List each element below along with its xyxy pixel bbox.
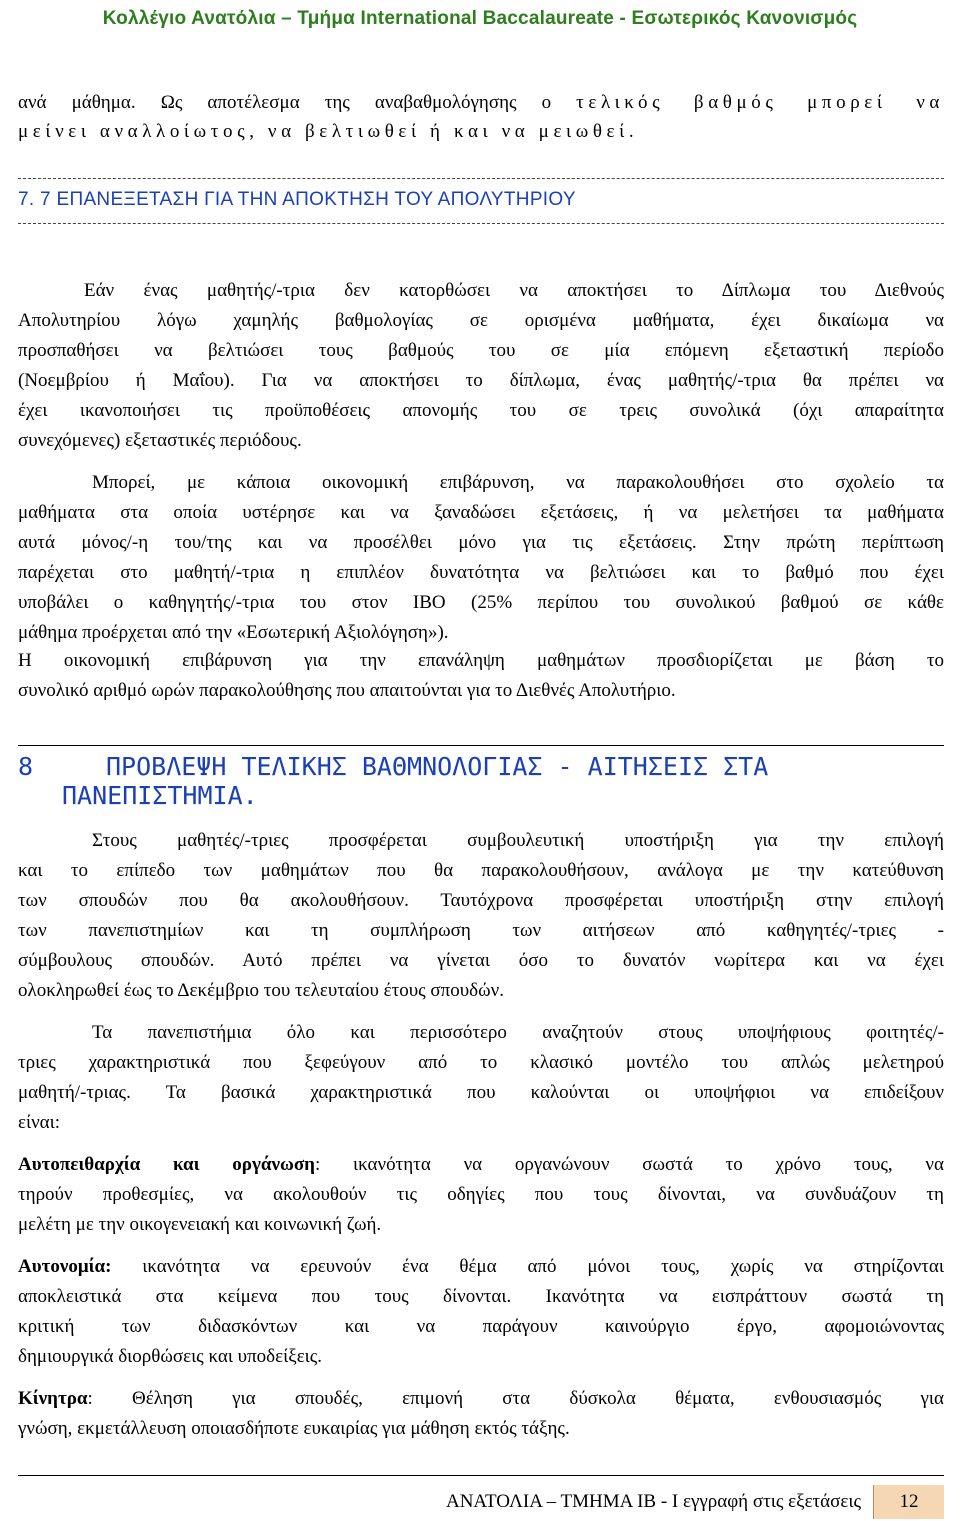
section-7-7-heading-box [18,178,944,224]
section-7-7-title: 7. 7 ΕΠΑΝΕΞΕΤΑΣΗ ΓΙΑ ΤΗΝ ΑΠΟΚΤΗΣΗ ΤΟΥ ΑΠΟΛΥΤΗΡΙΟΥ [18,189,576,210]
paragraph-line: των σπουδών που θα ακολουθήσουν. Ταυτόχρονα προσφέρεται υποστήριξη στην επιλογή [18,890,944,911]
paragraph-line: γνώση, εκμετάλλευση οποιασδήποτε ευκαιρίας για μάθηση εκτός τάξης. [18,1418,570,1439]
paragraph-line: συνεχόμενες) εξεταστικές περιόδους. [18,430,302,451]
paragraph-line: Η οικονομική επιβάρυνση για την επανάληψη μαθημάτων προσδιορίζεται με βάση το [18,650,944,671]
trait-text: : Θέληση για σπουδές, επιμονή στα δύσκολα θέματα, ενθουσιασμός για [87,1388,944,1409]
section-8-number: 8 [18,752,34,781]
trait-text: : ικανότητα να οργανώνουν σωστά το χρόνο τους, να [314,1154,944,1175]
trait-term: Αυτοπειθαρχία και οργάνωση [18,1154,315,1175]
paragraph-line [18,1385,944,1412]
paragraph-line: Στους μαθητές/-τριες προσφέρεται συμβουλευτική υποστήριξη για την επιλογή [92,830,944,851]
paragraph-line: μελέτη με την οικογενειακή και κοινωνική ζωή. [18,1214,382,1235]
page-header: Κολλέγιο Ανατόλια – Τμήμα International Baccalaureate - Εσωτερικός Κανονισμός [102,8,858,29]
paragraph-line: τριες χαρακτηριστικά που ξεφεύγουν από το κλασικό μοντέλο του απλώς μελετηρού [18,1052,944,1073]
intro-spaced-text: τελικός βαθμός μπορεί να [576,92,944,113]
intro-line-2: μείνει αναλλοίωτος, να βελτιωθεί ή και να μειωθεί. [18,121,639,142]
page-number: 12 [873,1485,944,1519]
section-8-title-line-1 [18,752,944,781]
trait-term: Κίνητρα [18,1388,88,1409]
paragraph-line: μαθητή/-τριας. Τα βασικά χαρακτηριστικά που καλούνται οι υποψήφιοι να επιδείξουν [18,1082,944,1103]
footer-text: ΑΝΑΤΟΛΙΑ – ΤΜΗΜΑ ΙΒ - Ι εγγραφή στις εξετάσεις [445,1491,861,1512]
paragraph-line: των πανεπιστημίων και τη συμπλήρωση των αιτήσεων από καθηγητές/-τριες - [18,920,944,941]
paragraph-line [18,1253,944,1280]
paragraph-line: συνολικό αριθμό ωρών παρακολούθησης που απαιτούνται για το Διεθνές Απολυτήριο. [18,680,676,701]
paragraph-line: προσπαθήσει να βελτιώσει τους βαθμούς του σε μία επόμενη εξεταστική περίοδο [18,340,944,361]
paragraph-line: μάθημα προέρχεται από την «Εσωτερική Αξιολόγηση»). [18,622,449,643]
trait-term: Αυτονομία: [18,1256,112,1277]
paragraph-line: κριτική των διδασκόντων και να παράγουν καινούργιο έργο, αφομοιώνοντας [18,1316,944,1337]
paragraph-line: δημιουργικά διορθώσεις και υποδείξεις. [18,1346,323,1367]
paragraph-line: αυτά μόνος/-η του/της και να προσέλθει μόνο για τις εξετάσεις. Στην πρώτη περίπτωση [18,532,944,553]
paragraph-line: παρέχεται στο μαθητή/-τρια η επιπλέον δυνατότητα να βελτιώσει και το βαθμό που έχει [18,562,944,583]
paragraph-line: έχει ικανοποιήσει τις προϋποθέσεις απονομής του σε τρεις συνολικά (όχι απαραίτητα [18,400,944,421]
section-8-title: ΠΡΟΒΛΕΨΗ ΤΕΛΙΚΗΣ ΒΑΘΜΝΟΛΟΓΙΑΣ - ΑΙΤΗΣΕΙΣ ΣΤΑ [106,752,769,781]
paragraph-line: υποβάλει ο καθηγητής/-τρια του στον ΙΒΟ (25% περίπου του συνολικού βαθμού σε κάθε [18,592,944,613]
paragraph-line: Τα πανεπιστήμια όλο και περισσότερο αναζητούν στους υποψήφιους φοιτητές/- [92,1022,944,1043]
section-8-title-line-2: ΠΑΝΕΠΙΣΤΗΜΙΑ. [62,781,258,810]
paragraph-line: Απολυτηρίου λόγω χαμηλής βαθμολογίας σε ορισμένα μαθήματα, έχει δικαίωμα να [18,310,944,331]
paragraph-line: και το επίπεδο των μαθημάτων που θα παρακολουθήσουν, ανάλογα με την κατεύθυνση [18,860,944,881]
intro-text: ανά μάθημα. Ως αποτέλεσμα της αναβαθμολόγησης ο [18,92,577,113]
paragraph-line: (Νοεμβρίου ή Μαΐου). Για να αποκτήσει το δίπλωμα, ένας μαθητής/-τρια θα πρέπει να [18,370,944,391]
paragraph-line [18,1151,944,1178]
paragraph-line: σύμβουλους σπουδών. Αυτό πρέπει να γίνεται όσο το δυνατόν νωρίτερα και να έχει [18,950,944,971]
trait-text: ικανότητα να ερευνούν ένα θέμα από μόνοι τους, χωρίς να στηρίζονται [111,1256,944,1277]
paragraph-line: μαθήματα στα οποία υστέρησε και να ξαναδώσει εξετάσεις, ή να μελετήσει τα μαθήματα [18,502,944,523]
paragraph-line: Εάν ένας μαθητής/-τρια δεν κατορθώσει να αποκτήσει το Δίπλωμα του Διεθνούς [84,280,944,301]
section-8-heading [18,745,944,810]
paragraph-line: ολοκληρωθεί έως το Δεκέμβριο του τελευταίου έτους σπουδών. [18,980,504,1001]
paragraph-line: Μπορεί, με κάποια οικονομική επιβάρυνση, να παρακολουθήσει στο σχολείο τα [92,472,944,493]
footer-divider [18,1475,944,1476]
paragraph-line: είναι: [18,1112,61,1133]
page-footer [446,1485,944,1519]
paragraph-line: τηρούν προθεσμίες, να ακολουθούν τις οδηγίες που τους δίνονται, να συνδυάζουν τη [18,1184,944,1205]
intro-line-1 [18,89,944,116]
paragraph-line: αποκλειστικά στα κείμενα που τους δίνονται. Ικανότητα να εισπράττουν σωστά τη [18,1286,944,1307]
